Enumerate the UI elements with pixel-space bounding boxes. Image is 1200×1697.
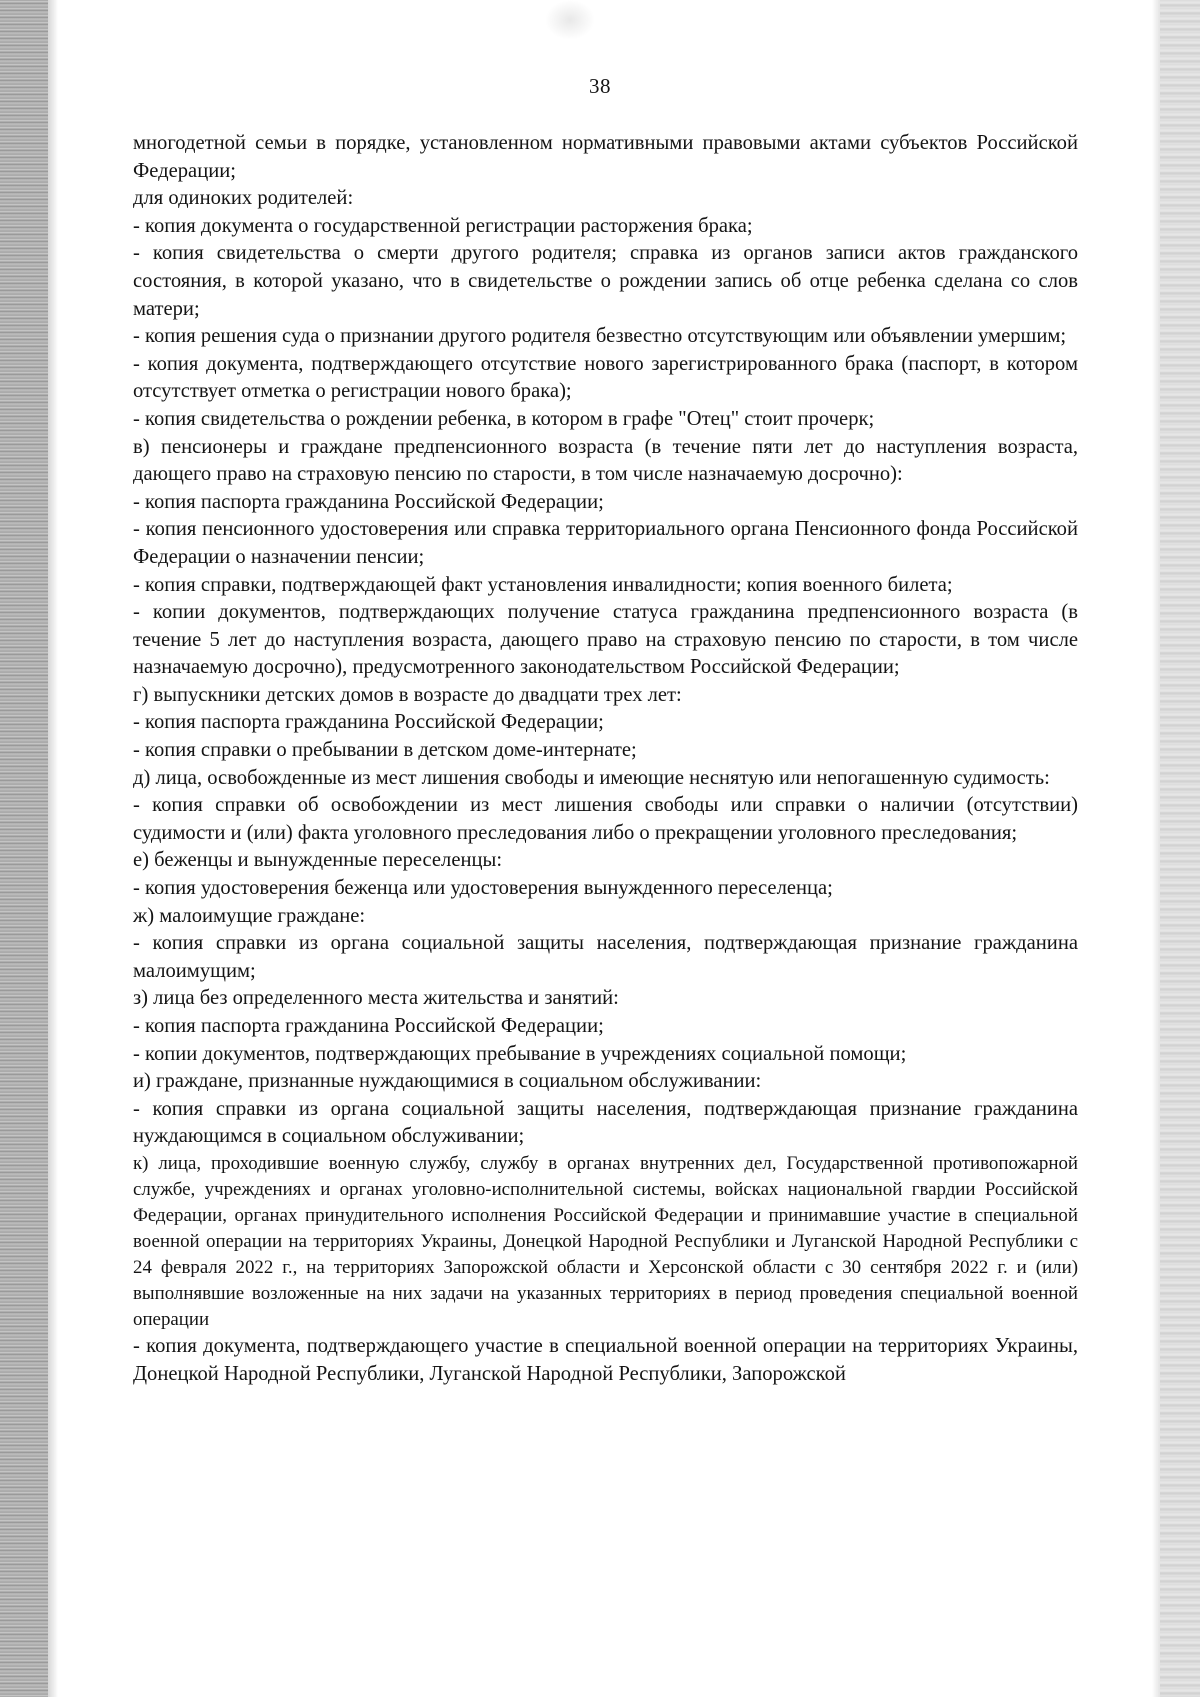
section-heading: ж) малоимущие граждане: <box>133 904 366 927</box>
section-heading: з) лица без определенного места жительства и занятий: <box>133 987 619 1010</box>
section-heading: д) лица, освобожденные из мест лишения свободы и имеющие неснятую или непогашенную судимость: <box>133 766 1050 789</box>
document-body <box>133 130 1078 1388</box>
section-heading: в) пенсионеры и граждане предпенсионного возраста (в течение пяти лет до наступления возраста, дающего право на страховую пенсию по старости, в том числе назначаемую досрочно): <box>133 435 1078 486</box>
list-item: - копия пенсионного удостоверения или справка территориального органа Пенсионного фонда Российской Федерации о назначении пенсии; <box>133 518 1078 568</box>
list-item: - копия документа, подтверждающего отсутствие нового зарегистрированного брака (паспорт, в котором отсутствует отметка о регистрации нового брака); <box>133 352 1078 403</box>
list-item: - копия решения суда о признании другого родителя безвестно отсутствующим или объявлении умершим; <box>133 325 1067 348</box>
paragraph: многодетной семьи в порядке, установленном нормативными правовыми актами субъектов Российской Федерации; <box>133 132 1078 182</box>
list-item: - копия справки из органа социальной защиты населения, подтверждающая признание гражданина малоимущим; <box>133 932 1078 982</box>
scan-artifact <box>545 0 595 40</box>
paragraph: для одиноких родителей: <box>133 187 354 210</box>
section-heading: и) граждане, признанные нуждающимися в социальном обслуживании: <box>133 1070 762 1093</box>
list-item: - копия справки, подтверждающей факт установления инвалидности; копия военного билета; <box>133 573 953 596</box>
list-item: - копия справки из органа социальной защиты населения, подтверждающая признание гражданина нуждающимся в социальном обслуживании; <box>133 1097 1078 1148</box>
list-item: - копия паспорта гражданина Российской Федерации; <box>133 490 604 513</box>
scan-edge-right <box>1160 0 1200 1697</box>
section-heading: е) беженцы и вынужденные переселенцы: <box>133 849 503 872</box>
list-item: - копия свидетельства о рождении ребенка, в котором в графе "Отец" стоит прочерк; <box>133 407 875 430</box>
list-item: - копия документа, подтверждающего участие в специальной военной операции на территориях Украины, Донецкой Народной Республики, Луганской Народной Республики, Запорожской <box>133 1334 1078 1385</box>
list-item: - копия справки об освобождении из мест лишения свободы или справки о наличии (отсутствии) судимости и (или) факта уголовного преследования либо о прекращении уголовного преследования; <box>133 794 1078 844</box>
list-item: - копия удостоверения беженца или удостоверения вынужденного переселенца; <box>133 877 833 900</box>
list-item: - копии документов, подтверждающих получение статуса гражданина предпенсионного возраста (в течение 5 лет до наступления возраста, дающего право на страховую пенсию по старости, в том числе назначаемую досрочно), предусмотренного законодательством Российской Федерации; <box>133 601 1078 679</box>
list-item: - копия справки о пребывании в детском доме-интернате; <box>133 739 637 762</box>
scan-edge-left <box>0 0 48 1697</box>
list-item: - копия паспорта гражданина Российской Федерации; <box>133 711 604 734</box>
list-item: - копии документов, подтверждающих пребывание в учреждениях социальной помощи; <box>133 1042 907 1065</box>
page-number: 38 <box>589 74 611 98</box>
list-item: - копия документа о государственной регистрации расторжения брака; <box>133 214 753 237</box>
section-heading: к) лица, проходившие военную службу, службу в органах внутренних дел, Государственной противопожарной службе, учреждениях и органах уголовно-исполнительной системы, войсках национальной гвардии Российской Федерации, органах принудительного исполнения Российской Федерации и принимавшие участие в специальной военной операции на территориях Украины, Донецкой Народной Республики и Луганской Народной Республики с 24 февраля 2022 г., на территориях Запорожской области и Херсонской области с 30 сентября 2022 г. и (или) выполнявшие возложенные на них задачи на указанных территориях в период проведения специальной военной операции <box>133 1152 1078 1330</box>
list-item: - копия паспорта гражданина Российской Федерации; <box>133 1015 604 1037</box>
list-item: - копия свидетельства о смерти другого родителя; справка из органов записи актов гражданского состояния, в которой указано, что в свидетельстве о рождении запись об отце ребенка сделана со слов матери; <box>133 242 1078 320</box>
section-heading: г) выпускники детских домов в возрасте до двадцати трех лет: <box>133 683 682 706</box>
